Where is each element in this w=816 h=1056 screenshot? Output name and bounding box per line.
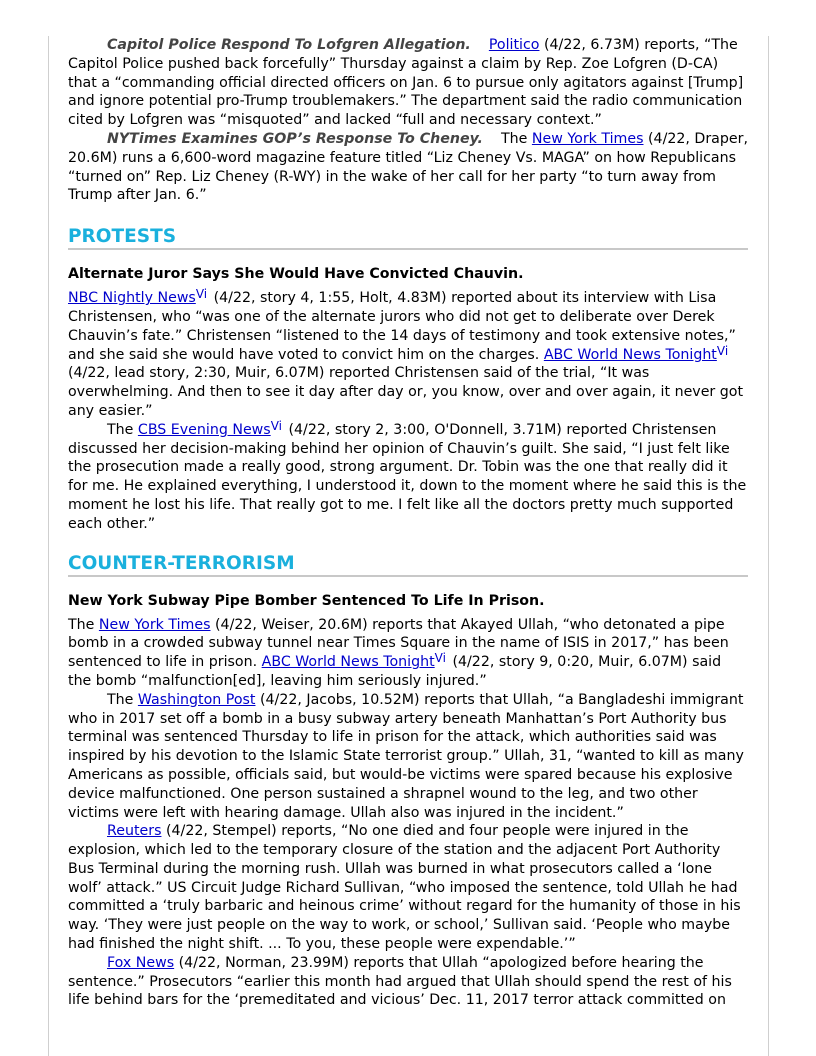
abc-world-news-tonight-link[interactable]: ABC World News Tonight: [543, 346, 717, 363]
reuters-link[interactable]: Reuters: [107, 823, 162, 840]
counter-paragraph-4: Fox News (4/22, Norman, 23.99M) reports that Ullah “apologized before hearing the sentence.” Prosecutors “earlier this month had argued that Ullah should spend the rest of his life behind bars for the ‘premeditated and vicious’ Dec. 11, 2017 terror attack committed on: [68, 954, 732, 1009]
cbs-evening-news-link[interactable]: CBS Evening News: [137, 421, 271, 438]
nyt-cheney-paragraph: NYTimes Examines GOP’s Response To Cheney. The New York Times (4/22, Draper, 20.6M) runs a 6,600-word magazine feature titled “Liz Cheney Vs. MAGA” on how Republicans “turned on” Rep. Liz Cheney (R-WY) in the wake of her call for her party “to turn away from Trump after Jan. 6.”: [68, 130, 748, 204]
protests-paragraph-2: The CBS Evening News$^{Vi}$ (4/22, story 2, 3:00, O'Donnell, 3.71M) reported Christensen discussed her decision-making behind her opinion of Chauvin’s guilt. She said, “I just felt like the prosecution made a really good, strong argument. Dr. Tobin was the one that really did it for me. He explained everything, I understood it, down to the moment where he said this is the moment he lost his life. That really got to me. I felt like all the doctors pretty much supported each other.”: [68, 418, 747, 532]
document-body: [68, 36, 748, 1010]
video-indicator[interactable]: Vi: [195, 287, 208, 302]
video-indicator[interactable]: Vi: [716, 343, 729, 358]
washington-post-link[interactable]: Washington Post: [137, 691, 256, 708]
abc-world-news-tonight-link[interactable]: ABC World News Tonight: [261, 654, 435, 671]
counter-paragraph-1: The New York Times (4/22, Weiser, 20.6M) reports that Akayed Ullah, “who detonated a pipe bomb in a crowded subway tunnel near Times Square in the name of ISIS in 2017,” has been sentenced to life in prison. ABC World News Tonight$^{Vi}$ (4/22, story 9, 0:20, Muir, 6.07M) said the bomb “malfunction[ed], leaving him seriously injured.”: [68, 616, 729, 689]
section-heading-counter-terrorism: COUNTER-TERRORISM: [68, 553, 748, 577]
video-indicator[interactable]: Vi: [434, 651, 446, 666]
section-heading-protests: PROTESTS: [68, 226, 748, 250]
politico-link[interactable]: Politico: [488, 37, 540, 53]
protests-paragraph-1: NBC Nightly News$^{Vi}$ (4/22, story 4, 1:55, Holt, 4.83M) reported about its interview with Lisa Christensen, who “was one of the alternate jurors who did not get to deliberate over Derek Chauvin’s fate.” Christensen “listened to the 14 days of testimony and took extensive notes,” and she said she would have voted to convict him on the charges. ABC World News Tonight$^{Vi}$ (4/22, lead story, 2:30, Muir, 6.07M) reported Christensen said of the trial, “It was overwhelming. And then to see it day after day or, you know, over and over again, it never got any easier.”: [68, 287, 744, 419]
story-title: New York Subway Pipe Bomber Sentenced To Life In Prison.: [68, 592, 545, 609]
story-lead-title: Capitol Police Respond To Lofgren Allegation.: [107, 37, 471, 53]
right-margin-rule: [768, 36, 769, 1056]
capitol-police-paragraph: Capitol Police Respond To Lofgren Allegation. Politico (4/22, 6.73M) reports, “The Capitol Police pushed back forcefully” Thursday against a claim by Rep. Zoe Lofgren (D-CA) that a “commanding official directed officers on Jan. 6 to pursue only agitators against [Trump] and ignore potential pro-Trump troublemakers.” The department said the radio communication cited by Lofgren was “misquoted” and lacked “full and necessary context.”: [68, 37, 744, 129]
nbc-nightly-news-link[interactable]: NBC Nightly News: [68, 290, 196, 307]
story-lead-title: NYTimes Examines GOP’s Response To Cheney.: [107, 130, 483, 147]
left-margin-rule: [48, 36, 49, 1056]
counter-paragraph-3: Reuters (4/22, Stempel) reports, “No one died and four people were injured in the explosion, which led to the temporary closure of the station and the adjacent Port Authority Bus Terminal during the morning rush. Ullah was burned in what prosecutors called a ‘lone wolf’ attack.” US Circuit Judge Richard Sullivan, “who imposed the sentence, told Ullah he had committed a ‘truly barbaric and heinous crime’ without regard for the humanity of those in his way. ‘They were just people on the way to work, or school,’ Sullivan said. ‘People who maybe had finished the night shift. ... To you, these people were expendable.’”: [68, 823, 741, 953]
video-indicator[interactable]: Vi: [270, 418, 282, 433]
new-york-times-link[interactable]: New York Times: [98, 616, 211, 633]
counter-paragraph-2: The Washington Post (4/22, Jacobs, 10.52M) reports that Ullah, “a Bangladeshi immigrant who in 2017 set off a bomb in a busy subway artery beneath Manhattan’s Port Authority bus terminal was sentenced Thursday to life in prison for the attack, which authorities said was inspired by his devotion to the Islamic State terrorist group.” Ullah, 31, “wanted to kill as many Americans as possible, officials said, but would-be victims were spared because his explosive device malfunctioned. One person sustained a shrapnel wound to the leg, and two other victims were left with hearing damage. Ullah also was injured in the incident.”: [68, 691, 744, 821]
new-york-times-link[interactable]: New York Times: [531, 130, 644, 147]
story-title: Alternate Juror Says She Would Have Convicted Chauvin.: [68, 266, 524, 283]
fox-news-link[interactable]: Fox News: [107, 954, 175, 971]
